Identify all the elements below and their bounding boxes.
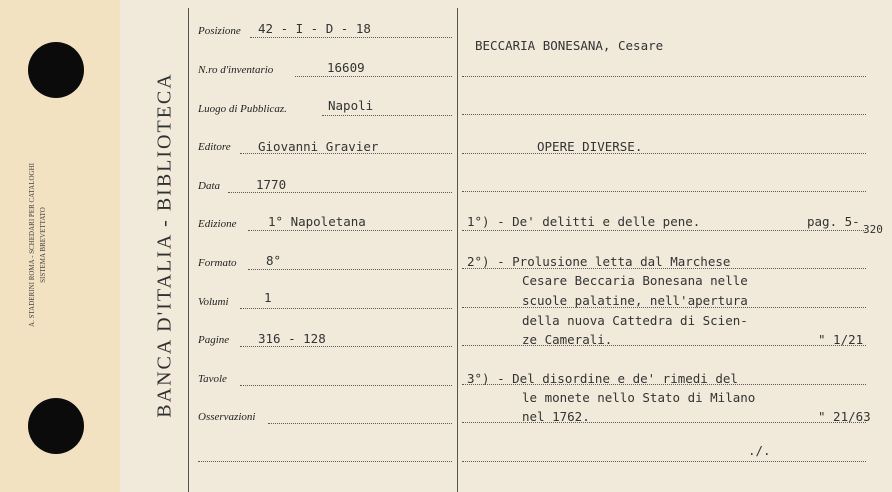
right-line-2	[462, 114, 866, 115]
field-line-volumi	[240, 308, 452, 309]
contents-line-1: 1°) - De' delitti e delle pene.	[467, 214, 701, 229]
field-value-volumi: 1	[264, 290, 272, 305]
work-title: OPERE DIVERSE.	[537, 139, 643, 154]
field-value-edizione: 1° Napoletana	[268, 214, 366, 229]
field-label-formato: Formato	[198, 257, 237, 269]
field-label-pagine: Pagine	[198, 334, 230, 346]
field-label-tavole: Tavole	[198, 373, 227, 385]
contents-page-3: " 21/63	[818, 409, 871, 424]
field-label-posizione: Posizione	[198, 25, 241, 37]
contents-line-4: scuole palatine, nell'apertura	[522, 293, 748, 308]
field-value-data: 1770	[256, 177, 287, 192]
field-value-formato: 8°	[266, 253, 282, 268]
printer-credit-line-2: SISTEMA BREVETTATO	[39, 207, 47, 283]
end-mark: ./.	[748, 443, 771, 458]
right-line-5	[462, 230, 866, 231]
contents-line-2: 2°) - Prolusione letta dal Marchese	[467, 254, 731, 269]
field-line-inventario	[295, 76, 452, 77]
field-line-blank	[198, 461, 452, 462]
field-line-luogo	[322, 115, 452, 116]
field-label-volumi: Volumi	[198, 296, 229, 308]
contents-page-2: " 1/21	[818, 332, 864, 347]
contents-page-1: pag. 5-	[807, 214, 860, 229]
field-value-editore: Giovanni Gravier	[258, 139, 379, 154]
right-line-1	[462, 76, 866, 77]
field-label-inventario: N.ro d'inventario	[198, 64, 274, 76]
field-line-posizione	[250, 37, 452, 38]
right-line-3	[462, 153, 866, 154]
left-rule	[188, 8, 189, 492]
right-line-11	[462, 461, 866, 462]
field-label-data: Data	[198, 180, 220, 192]
field-line-edizione	[248, 230, 452, 231]
field-line-formato	[248, 269, 452, 270]
field-label-osservazioni: Osservazioni	[198, 411, 256, 423]
punch-hole-top	[28, 42, 84, 98]
punch-hole-bottom	[28, 398, 84, 454]
field-line-data	[228, 192, 452, 193]
field-value-pagine: 316 - 128	[258, 331, 326, 346]
field-value-luogo: Napoli	[328, 98, 374, 113]
contents-line-7: 3°) - Del disordine e de' rimedi del	[467, 371, 738, 386]
contents-line-9: nel 1762.	[522, 409, 590, 424]
right-line-4	[462, 191, 866, 192]
contents-line-5: della nuova Cattedra di Scien-	[522, 313, 748, 328]
field-value-posizione: 42 - I - D - 18	[258, 21, 371, 36]
field-label-luogo: Luogo di Pubblicaz.	[198, 103, 287, 115]
field-line-osservazioni	[268, 423, 452, 424]
bank-library-label: BANCA D'ITALIA - BIBLIOTECA	[153, 72, 176, 418]
printer-credit	[27, 163, 49, 327]
field-label-edizione: Edizione	[198, 218, 237, 230]
contents-line-8: le monete nello Stato di Milano	[522, 390, 756, 405]
card-stub	[0, 0, 121, 492]
printer-credit-line-1: A. STADERINI ROMA - SCHEDARI PER CATALOGHI	[28, 163, 36, 327]
middle-rule	[457, 8, 458, 492]
field-label-editore: Editore	[198, 141, 231, 153]
contents-page-1-sub: 320	[863, 223, 883, 236]
field-line-pagine	[240, 346, 452, 347]
contents-line-6: ze Camerali.	[522, 332, 613, 347]
field-value-inventario: 16609	[327, 60, 365, 75]
author-heading: BECCARIA BONESANA, Cesare	[475, 38, 664, 53]
field-line-tavole	[240, 385, 452, 386]
contents-line-3: Cesare Beccaria Bonesana nelle	[522, 273, 748, 288]
